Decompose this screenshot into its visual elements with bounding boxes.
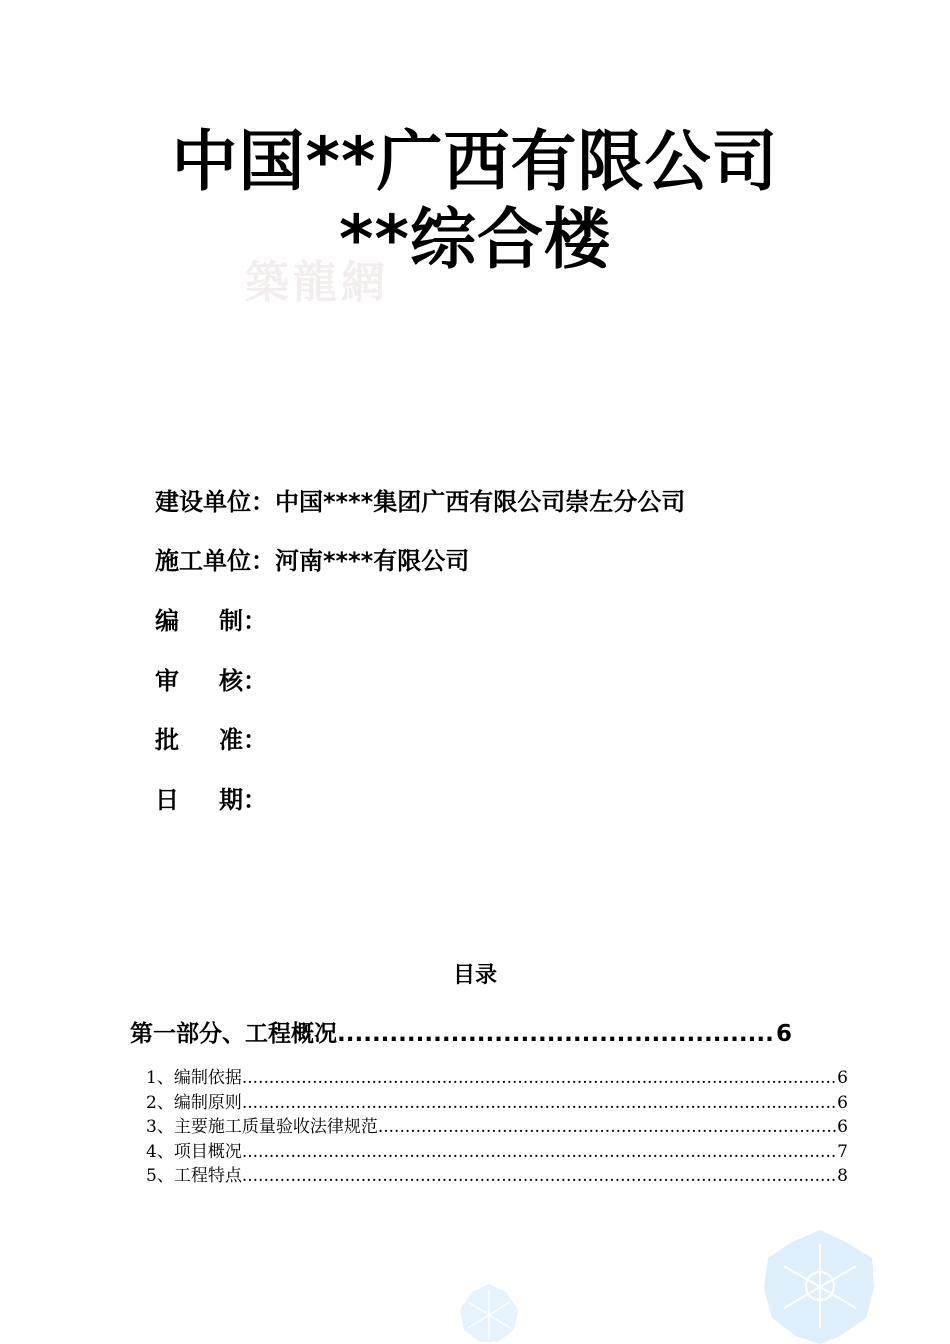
toc-list xyxy=(146,1066,848,1189)
reviewer-label-b: 核： xyxy=(219,667,267,695)
toc-leader-dots xyxy=(242,1066,837,1091)
toc-item-title: 1、编制依据 xyxy=(146,1068,242,1088)
toc-leader-dots xyxy=(242,1091,837,1116)
watermark-text: 築龍網 xyxy=(245,257,389,308)
toc-item-title: 3、主要施工质量验收法律规范 xyxy=(146,1117,378,1137)
builder-value: 中国****集团广西有限公司崇左分公司 xyxy=(275,488,686,516)
toc-item-title: 2、编制原则 xyxy=(146,1092,242,1113)
approver-label-b: 准： xyxy=(219,726,267,754)
toc-part-title: 第一部分、工程概况 xyxy=(130,1021,337,1047)
contractor-value: 河南****有限公司 xyxy=(275,547,470,575)
toc-leader-dots xyxy=(378,1115,837,1140)
toc-item[interactable] xyxy=(146,1066,848,1091)
toc-item-page: 6 xyxy=(837,1068,848,1088)
toc-heading: 目录 xyxy=(452,963,497,988)
toc-item[interactable] xyxy=(146,1140,848,1165)
toc-leader-dots xyxy=(337,1021,776,1047)
reviewer-row xyxy=(155,661,267,696)
date-label-b: 期： xyxy=(219,786,267,814)
date-label xyxy=(155,780,267,815)
toc-item[interactable] xyxy=(146,1164,848,1189)
toc-leader-dots xyxy=(242,1140,837,1165)
toc-item-page: 7 xyxy=(837,1141,848,1162)
compiler-label-a: 编 xyxy=(155,607,179,635)
document-title-line2: **综合楼 xyxy=(338,201,612,278)
toc-item-title: 4、项目概况 xyxy=(146,1141,242,1162)
compiler-row xyxy=(155,601,267,636)
toc-item[interactable] xyxy=(146,1115,848,1140)
toc-part-entry[interactable] xyxy=(130,1015,792,1048)
document-title-line1: 中国**广西有限公司 xyxy=(171,123,779,200)
reviewer-label-a: 审 xyxy=(155,667,179,695)
toc-item-page: 6 xyxy=(837,1117,848,1137)
toc-part-page: 6 xyxy=(775,1021,792,1047)
toc-leader-dots xyxy=(242,1164,837,1189)
date-label-a: 日 xyxy=(155,786,179,814)
toc-item-page: 6 xyxy=(837,1092,848,1113)
approver-row xyxy=(155,720,267,755)
date-row xyxy=(155,780,267,815)
toc-item[interactable] xyxy=(146,1091,848,1116)
builder-label: 建设单位： xyxy=(155,488,275,516)
contractor-label: 施工单位： xyxy=(155,547,275,575)
contractor-row xyxy=(155,541,469,576)
snowflake-watermark-icon xyxy=(760,1228,880,1344)
snowflake-small-watermark-icon xyxy=(458,1282,520,1344)
reviewer-label xyxy=(155,661,267,696)
builder-row xyxy=(155,482,685,517)
toc-item-title: 5、工程特点 xyxy=(146,1166,242,1186)
approver-label xyxy=(155,720,267,755)
toc-item-page: 8 xyxy=(837,1166,848,1186)
compiler-label-b: 制： xyxy=(219,607,267,635)
compiler-label xyxy=(155,601,267,636)
approver-label-a: 批 xyxy=(155,726,179,754)
